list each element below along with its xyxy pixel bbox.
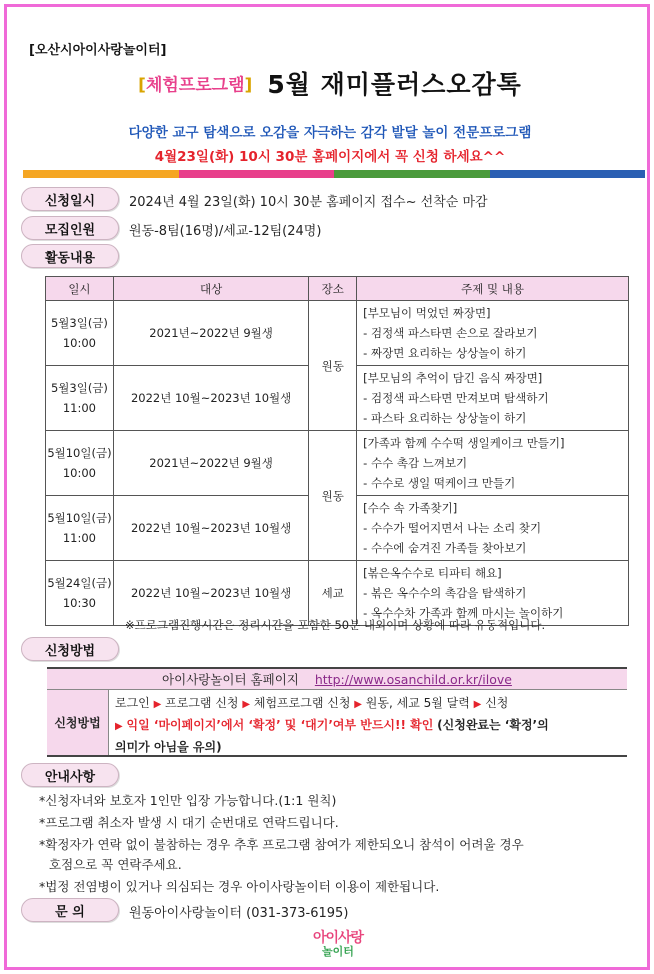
- apply-method-label: 신청방법: [47, 689, 109, 755]
- stripe-orange: [23, 170, 179, 178]
- inquiry-value: 원동아이사랑놀이터 (031-373-6195): [129, 906, 349, 921]
- stripe-pink: [179, 170, 335, 178]
- stripe-green: [334, 170, 490, 178]
- row-content: [수수 속 가족찾기] - 수수가 떨어지면서 나는 소리 찾기 - 수수에 숨겨진 가족들 찾아보기: [357, 496, 629, 561]
- table-row: [46, 301, 629, 366]
- row-place: 세교: [309, 561, 357, 626]
- table-row: [46, 431, 629, 496]
- apply-steps-line: [115, 693, 621, 715]
- arrow-icon: ▶: [242, 699, 251, 710]
- row-date: 5월24일(금) 10:30: [46, 561, 114, 626]
- arrow-icon: ▶: [115, 721, 123, 732]
- program-tag: [체험프로그램]: [138, 75, 253, 96]
- notice-item: *법정 전염병이 있거나 의심되는 경우 아이사랑놀이터 이용이 제한됩니다.: [39, 879, 440, 894]
- apply-warning-line: [115, 715, 621, 737]
- header-target: 대상: [113, 277, 308, 301]
- step-program: 프로그램 신청: [165, 696, 239, 710]
- logo-line2: 놀이터: [322, 945, 354, 958]
- step-apply: 신청: [485, 696, 509, 710]
- homepage-link[interactable]: http://www.osanchild.or.kr/ilove: [314, 671, 512, 687]
- row-content: [부모님의 추억이 담긴 음식 짜장면] - 검정색 파스타면 만져보며 탐색하기 - 파스타 요리하는 상상놀이 하기: [357, 366, 629, 431]
- notice-item: 호점으로 꼭 연락주세요.: [49, 857, 182, 872]
- table-note: ※프로그램진행시간은 정리시간을 포함한 50분 내외이며 상황에 따라 유동적입니다.: [125, 618, 546, 632]
- row-content: [가족과 함께 수수떡 생일케이크 만들기] - 수수 촉감 느껴보기 - 수수로 생일 떡케이크 만들기: [357, 431, 629, 496]
- notice-item: *프로그램 취소자 발생 시 대기 순번대로 연락드립니다.: [39, 815, 339, 830]
- site-name: 아이사랑놀이터 홈페이지: [162, 672, 299, 687]
- apply-warning-note-cont: 의미가 아님을 유의): [115, 740, 222, 754]
- row-date: 5월10일(금) 10:00: [46, 431, 114, 496]
- header-place: 장소: [309, 277, 357, 301]
- center-logo: [303, 927, 373, 963]
- step-login: 로그인: [115, 696, 150, 710]
- row-place: 원동: [309, 431, 357, 561]
- apply-date-value: 2024년 4월 23일(화) 10시 30분 홈페이지 접수~ 선착순 마감: [129, 195, 488, 210]
- poster-frame: [4, 4, 650, 970]
- row-date: 5월10일(금) 11:00: [46, 496, 114, 561]
- arrow-icon: ▶: [354, 699, 362, 710]
- header-date: 일시: [46, 277, 114, 301]
- apply-date-label: 신청일시: [21, 187, 119, 211]
- color-stripe: [23, 170, 645, 178]
- apply-warning: 익일 ‘마이페이지’에서 ‘확정’ 및 ‘대기’여부 반드시!! 확인: [126, 718, 434, 732]
- row-date: 5월3일(금) 11:00: [46, 366, 114, 431]
- row-target: 2022년 10월~2023년 10월생: [113, 561, 308, 626]
- apply-warning-note: (신청완료는 ‘확정’의: [437, 718, 549, 732]
- arrow-icon: ▶: [153, 699, 162, 710]
- poster-title: [7, 65, 653, 101]
- row-content: [볶은옥수수로 티파티 해요] - 볶은 옥수수의 촉감을 탐색하기 - 옥수수차 가족과 함께 마시는 놀이하기: [357, 561, 629, 626]
- recruit-label: 모집인원: [21, 216, 119, 240]
- inquiry-label: 문 의: [21, 898, 119, 922]
- activity-label: 활동내용: [21, 244, 119, 268]
- organization-name: [오산시아이사랑놀이터]: [29, 43, 167, 58]
- stripe-blue: [490, 170, 646, 178]
- apply-steps: [109, 689, 627, 755]
- method-label: 신청방법: [21, 637, 119, 661]
- recruit-value: 원동-8팀(16명)/세교-12팀(24명): [129, 224, 322, 239]
- apply-bottom-rule: [47, 755, 627, 757]
- row-place: 원동: [309, 301, 357, 431]
- row-date: 5월3일(금) 10:00: [46, 301, 114, 366]
- table-row: [46, 561, 629, 626]
- notice-label: 안내사항: [21, 763, 119, 787]
- registration-reminder: 4월23일(화) 10시 30분 홈페이지에서 꼭 신청 하세요^^: [154, 149, 506, 165]
- program-title: 5월 재미플러스오감톡: [267, 70, 522, 99]
- program-description: 다양한 교구 탐색으로 오감을 자극하는 감각 발달 놀이 전문프로그램: [128, 125, 532, 141]
- header-content: 주제 및 내용: [357, 277, 629, 301]
- activity-table: [45, 276, 629, 626]
- row-target: 2021년~2022년 9월생: [113, 301, 308, 366]
- row-target: 2022년 10월~2023년 10월생: [113, 366, 308, 431]
- logo-line1: 아이사랑: [312, 930, 364, 946]
- step-experience: 체험프로그램 신청: [253, 696, 351, 710]
- row-content: [부모님이 먹었던 짜장면] - 검정색 파스타면 손으로 잘라보기 - 짜장면 요리하는 상상놀이 하기: [357, 301, 629, 366]
- notice-item: *확정자가 연락 없이 불참하는 경우 추후 프로그램 참여가 제한되오니 참석이 어려울 경우: [39, 837, 524, 852]
- apply-header: [47, 667, 627, 689]
- row-target: 2021년~2022년 9월생: [113, 431, 308, 496]
- step-calendar: 원동, 세교 5월 달력: [365, 696, 470, 710]
- row-target: 2022년 10월~2023년 10월생: [113, 496, 308, 561]
- arrow-icon: ▶: [473, 699, 482, 710]
- notice-item: *신청자녀와 보호자 1인만 입장 가능합니다.(1:1 원칙): [39, 793, 337, 808]
